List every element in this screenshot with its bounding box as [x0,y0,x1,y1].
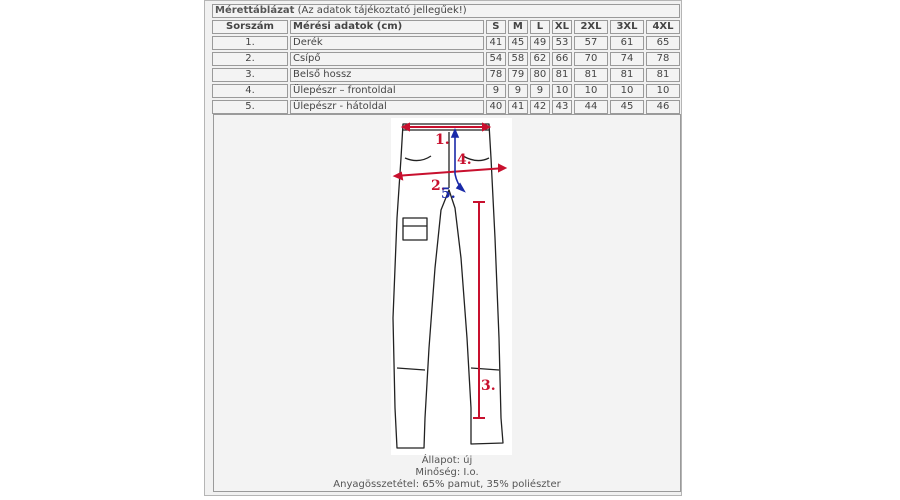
hip-line [395,168,505,176]
row-name: Csípő [290,52,484,66]
cell-value: 9 [508,84,528,98]
cell-value: 40 [486,100,506,114]
cell-value: 54 [486,52,506,66]
knee-line-left [397,368,425,370]
cell-value: 44 [574,100,608,114]
row-name: Belső hossz [290,68,484,82]
cell-value: 78 [646,52,680,66]
cell-value: 61 [610,36,644,50]
cell-value: 46 [646,100,680,114]
header-size-l: L [530,20,550,34]
row-name: Ülepészr – frontoldal [290,84,484,98]
table-row [212,52,680,66]
cell-value: 9 [530,84,550,98]
cell-value: 10 [646,84,680,98]
cell-value: 74 [610,52,644,66]
row-index: 4. [212,84,288,98]
cell-value: 81 [574,68,608,82]
cell-value: 65 [646,36,680,50]
header-size-4xl: 4XL [646,20,680,34]
diagram-panel [213,114,681,492]
table-title-bold: Mérettáblázat [215,5,295,16]
size-chart-content [212,2,682,492]
cell-value: 80 [530,68,550,82]
cell-value: 81 [552,68,572,82]
cell-value: 41 [508,100,528,114]
quality-text: Minőség: I.o. [415,467,479,478]
front-rise-arrow [452,130,458,137]
table-row [212,68,680,82]
material-text: Anyagösszetétel: 65% pamut, 35% poliészter [333,479,561,490]
label-3: 3. [481,378,496,394]
condition-text: Állapot: új [421,455,473,466]
cell-value: 58 [508,52,528,66]
cell-value: 9 [486,84,506,98]
red-measurements [395,124,505,418]
table-title-row [212,4,680,18]
header-size-3xl: 3XL [610,20,644,34]
cell-value: 81 [646,68,680,82]
header-size-2xl: 2XL [574,20,608,34]
hip-arrow-right [499,165,505,171]
table-title [212,4,680,18]
back-rise-arrow [457,184,464,191]
cell-value: 78 [486,68,506,82]
knee-line-right [471,368,499,370]
row-index: 5. [212,100,288,114]
row-index: 2. [212,52,288,66]
table-header-row [212,20,680,34]
header-size-xl: XL [552,20,572,34]
cell-value: 43 [552,100,572,114]
label-5: 5. [441,186,456,202]
cargo-pocket [403,218,427,240]
pants-drawing [391,118,512,455]
pants-diagram [391,118,512,455]
cell-value: 49 [530,36,550,50]
row-index: 1. [212,36,288,50]
waist-arrow-right [483,124,489,130]
cell-value: 62 [530,52,550,66]
cell-value: 79 [508,68,528,82]
label-1: 1. [435,132,450,148]
table-row [212,100,680,114]
cell-value: 45 [610,100,644,114]
label-2: 2. [431,178,446,194]
cell-value: 57 [574,36,608,50]
cell-value: 10 [574,84,608,98]
row-index: 3. [212,68,288,82]
front-pocket-left [405,156,431,161]
header-index: Sorszám [212,20,288,34]
cell-value: 42 [530,100,550,114]
cell-value: 10 [552,84,572,98]
cell-value: 10 [610,84,644,98]
table-row [212,36,680,50]
header-measure: Mérési adatok (cm) [290,20,484,34]
header-size-m: M [508,20,528,34]
row-name: Derék [290,36,484,50]
size-chart-panel [204,0,682,496]
row-name: Ülepészr - hátoldal [290,100,484,114]
table-row [212,84,680,98]
cell-value: 66 [552,52,572,66]
hip-arrow-left [395,173,402,179]
cell-value: 45 [508,36,528,50]
waist-arrow-left [403,124,409,130]
size-table [210,2,682,116]
cell-value: 81 [610,68,644,82]
cell-value: 53 [552,36,572,50]
cell-value: 70 [574,52,608,66]
label-4: 4. [457,152,472,168]
table-title-note: (Az adatok tájékoztató jellegűek!) [297,5,467,16]
cell-value: 41 [486,36,506,50]
header-size-s: S [486,20,506,34]
